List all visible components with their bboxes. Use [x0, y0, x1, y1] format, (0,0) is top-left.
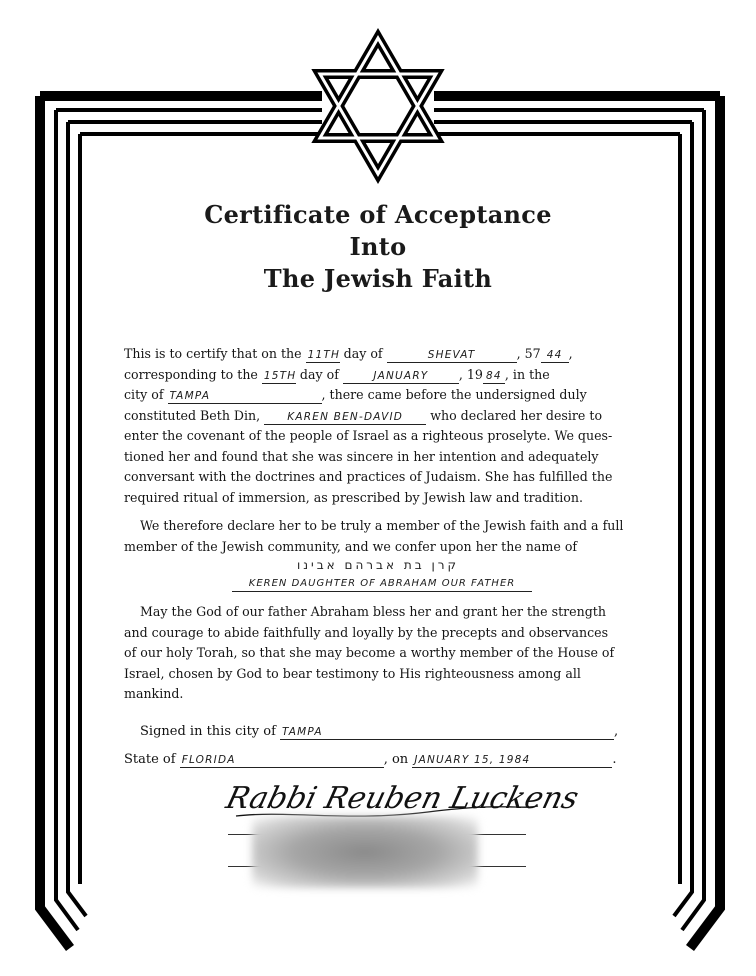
hebrew-name: קרן בת אברהם אבינו — [296, 558, 460, 572]
blessing-paragraph: May the God of our father Abraham bless her and grant her the strength and courage to abide faithfully and loyally by the precepts and observances of our holy Torah, so that she may become a worthy member of the House of Israel, chosen by God to bear testimony to His righteousness among all mankind. — [124, 604, 615, 701]
hebrew-year-field: 44 — [541, 348, 569, 363]
day-field: 11TH — [307, 349, 341, 361]
signed-city-line: Signed in this city of TAMPA , — [140, 724, 619, 739]
certificate-title-faith: The Jewish Faith — [263, 264, 493, 293]
certificate-title: Certificate of Acceptance — [204, 200, 552, 229]
city-field: TAMPA — [168, 389, 322, 404]
signature-text: Rabbi Reuben Luckens — [222, 781, 582, 816]
state-field: FLORIDA — [180, 753, 384, 768]
state-date-line: State of FLORIDA , on JANUARY 15, 1984 . — [124, 752, 617, 767]
redacted-signatures — [252, 816, 478, 888]
date-field: JANUARY 15, 1984 — [412, 753, 612, 768]
declaration-paragraph: We therefore declare her to be truly a member of the Jewish faith and a full member of the Jewish community, and we confer upon her the name of — [124, 518, 624, 554]
star-of-david-icon — [320, 38, 436, 174]
hebrew-month-field: SHEVAT — [387, 348, 517, 363]
english-name: KEREN DAUGHTER OF ABRAHAM OUR FATHER — [232, 577, 532, 592]
civil-year-field: 84 — [483, 369, 505, 384]
certificate-title-into: Into — [349, 232, 407, 261]
signed-city-field: TAMPA — [280, 725, 614, 740]
civil-day-field: 15TH — [263, 369, 297, 382]
convert-name-field: KAREN BEN-DAVID — [264, 410, 426, 425]
certify-paragraph: This is to certify that on the 11TH day of SHEVAT , 57 44 , corresponding to the 15TH day of JANUARY , 19 84 , in the city of TAMPA , there came before the undersigned duly constituted Beth Din, KAREN BEN-DAVID who declared her desire to enter the covenant of the people of Israel as a righteous proselyte. We ques- tioned her and found that she was sincere in her intention and adequately conversant with the doctrines and practices of Judaism. She has fulfilled the required ritual of immersion, as prescribed by Jewish law and tradition. — [124, 346, 613, 505]
civil-month-field: JANUARY — [343, 369, 459, 384]
